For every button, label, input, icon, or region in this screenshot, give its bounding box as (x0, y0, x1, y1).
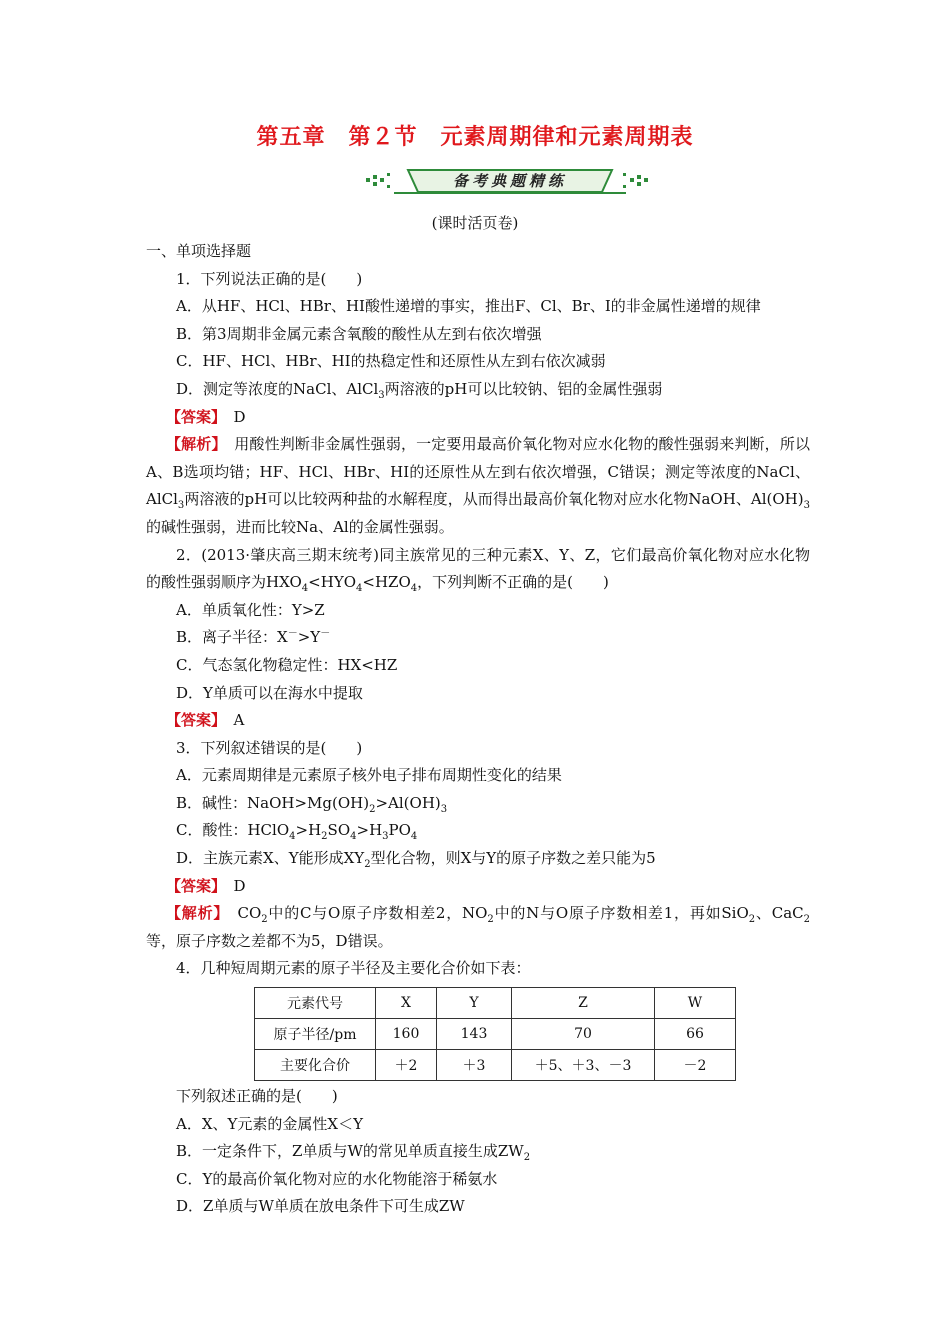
table-cell: 160 (376, 1019, 437, 1050)
answer-tag: 【答案】 (166, 711, 219, 730)
q1-explanation: 【解析】 用酸性判断非金属性强弱，一定要用最高价氧化物对应水化物的酸性强弱来判断，所以A、B选项均错；HF、HCl、HBr、HI的还原性从左到右依次增强，C错误；测定等浓度的NaCl、AlCl$_3$两溶液的pH可以比较两种盐的水解程度，从而得出最高价氧化物对应水化物NaOH、$Al(OH)_3$的碱性强弱，进而比较Na、Al的金属性强弱。 (146, 435, 810, 536)
q1-option-d: D．测定等浓度的NaCl、AlCl$_3$两溶液的pH可以比较钠、铝的金属性强弱 (176, 379, 663, 401)
q1-answer: 【答案】 D (166, 407, 246, 426)
q3-option-b: B．碱性：$NaOH>Mg(OH)_2>Al(OH)_3$ (176, 793, 448, 815)
q3-option-c: C．酸性：$HClO_4>H_2SO_4>H_3PO_4$ (176, 821, 418, 843)
table-header-cell: X (376, 988, 437, 1019)
q3-answer: 【答案】 D (166, 876, 246, 895)
q2-option-b: B．离子半径：X－>Y－ (176, 628, 331, 647)
q4-prompt: 下列叙述正确的是( ) (176, 1087, 338, 1106)
q3-option-a: A．元素周期律是元素原子核外电子排布周期性变化的结果 (176, 766, 562, 785)
q2-option-a: A．单质氧化性：Y>Z (176, 600, 325, 619)
answer-tag: 【答案】 (166, 407, 219, 426)
q4-stem: 4．几种短周期元素的原子半径及主要化合价如下表： (176, 959, 531, 978)
explanation-tag: 【解析】 (166, 435, 220, 454)
q1-stem: 1．下列说法正确的是( ) (176, 269, 363, 288)
q3-option-d: D．主族元素X、Y能形成$XY_2$型化合物，则X与Y的原子序数之差只能为5 (176, 849, 656, 871)
table-cell: ＋2 (376, 1050, 437, 1081)
q4-option-d: D．Z单质与W单质在放电条件下可生成ZW (176, 1197, 465, 1216)
page-title: 第五章 第２节 元素周期律和元素周期表 (256, 125, 694, 150)
table-cell: ＋5、＋3、－3 (512, 1050, 655, 1081)
element-table (254, 987, 736, 1081)
q1-option-b: B．第3周期非金属元素含氧酸的酸性从左到右依次增强 (176, 324, 542, 343)
table-row (255, 1050, 736, 1081)
q3-explanation: 【解析】 $CO_2$中的C与O原子序数相差2，$NO_2$中的N与O原子序数相差1，再如SiO$_2$、CaC$_2$等，原子序数之差都不为5，D错误。 (146, 904, 810, 950)
table-cell: 66 (655, 1019, 736, 1050)
explanation-tag: 【解析】 (166, 904, 222, 923)
table-header-cell: Y (437, 988, 512, 1019)
table-cell: 原子半径/pm (255, 1019, 376, 1050)
q2-option-d: D．Y单质可以在海水中提取 (176, 683, 363, 702)
questions (146, 238, 810, 1221)
q3-stem: 3．下列叙述错误的是( ) (176, 738, 363, 757)
table-header-cell: Z (512, 988, 655, 1019)
table-cell: 70 (512, 1019, 655, 1050)
answer-tag: 【答案】 (166, 876, 219, 895)
q4-option-a: A．X、Y元素的金属性X＜Y (176, 1114, 363, 1133)
table-cell: 主要化合价 (255, 1050, 376, 1081)
q1-option-c: C．HF、HCl、HBr、HI的热稳定性和还原性从左到右依次减弱 (176, 352, 606, 371)
q4-option-b: B．一定条件下，Z单质与W的常见单质直接生成$ZW_2$ (176, 1142, 531, 1164)
section-banner (360, 166, 660, 196)
q2-answer: 【答案】 A (166, 711, 245, 730)
q4-option-c: C．Y的最高价氧化物对应的水化物能溶于稀氨水 (176, 1169, 498, 1188)
table-cell: －2 (655, 1050, 736, 1081)
table-header-row (255, 988, 736, 1019)
banner-label: 备考典题精练 (452, 172, 567, 190)
q2-stem: 2．(2013·肇庆高三期末统考)同主族常见的三种元素X、Y、Z，它们最高价氧化物对应水化物的酸性强弱顺序为$HXO_4<HYO_4<HZO_4$，下列判断不正确的是( ) (146, 545, 810, 595)
table-header-cell: W (655, 988, 736, 1019)
q1-option-a: A．从HF、HCl、HBr、HI酸性递增的事实，推出F、Cl、Br、I的非金属性递增的规律 (176, 297, 761, 316)
table-header-cell: 元素代号 (255, 988, 376, 1019)
subtitle: (课时活页卷) (431, 214, 519, 232)
table-row (255, 1019, 736, 1050)
section-heading: 一、单项选择题 (146, 242, 252, 260)
table-cell: ＋3 (437, 1050, 512, 1081)
q2-option-c: C．气态氢化物稳定性：HX<HZ (176, 655, 398, 674)
table-cell: 143 (437, 1019, 512, 1050)
